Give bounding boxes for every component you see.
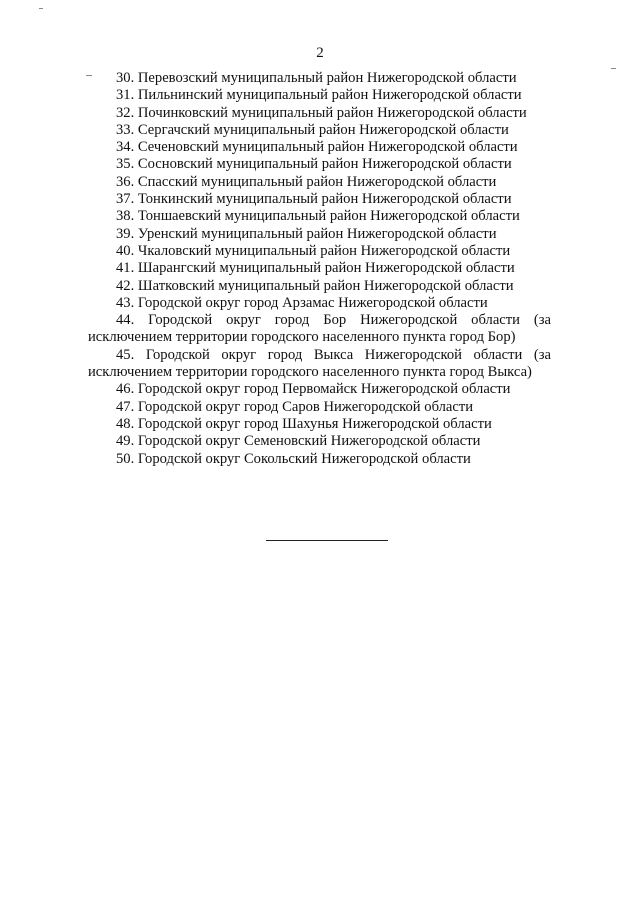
- list-item: 42. Шатковский муниципальный район Нижегородской области: [116, 277, 514, 294]
- list-item: 47. Городской округ город Саров Нижегородской области: [116, 398, 474, 415]
- list-item: 50. Городской округ Сокольский Нижегородской области: [116, 450, 471, 467]
- list-item: 49. Городской округ Семеновский Нижегородской области: [116, 433, 481, 450]
- municipality-list: [88, 70, 551, 468]
- list-item: 35. Сосновский муниципальный район Нижегородской области: [116, 156, 512, 173]
- list-item: 43. Городской округ город Арзамас Нижегородской области: [116, 294, 488, 311]
- list-item: 41. Шарангский муниципальный район Нижегородской области: [116, 260, 515, 277]
- list-item: 39. Уренский муниципальный район Нижегородской области: [116, 225, 497, 242]
- list-item: 38. Тоншаевский муниципальный район Нижегородской области: [116, 208, 520, 225]
- list-item: 30. Перевозский муниципальный район Нижегородской области: [116, 70, 517, 86]
- page-number: 2: [316, 45, 324, 61]
- list-item-line: 44. Городской округ город Бор Нижегородской области (за: [116, 312, 551, 329]
- list-item: 34. Сеченовский муниципальный район Нижегородской области: [116, 139, 518, 156]
- list-item-line: исключением территории городского населенного пункта город Выкса): [88, 364, 532, 381]
- list-item: 36. Спасский муниципальный район Нижегородской области: [116, 173, 497, 190]
- list-item: 31. Пильнинский муниципальный район Нижегородской области: [116, 87, 522, 104]
- list-item-line: 45. Городской округ город Выкса Нижегородской области (за: [116, 346, 551, 363]
- list-item: 46. Городской округ город Первомайск Нижегородской области: [116, 381, 511, 398]
- list-item: 32. Починковский муниципальный район Нижегородской области: [116, 104, 527, 121]
- list-item: 40. Чкаловский муниципальный район Нижегородской области: [116, 242, 511, 259]
- closing-rule: [266, 540, 388, 541]
- scan-speck: [611, 68, 616, 69]
- list-item: 37. Тонкинский муниципальный район Нижегородской области: [116, 191, 512, 208]
- list-item-multiline: [88, 312, 551, 347]
- list-item: 48. Городской округ город Шахунья Нижегородской области: [116, 415, 492, 432]
- list-item: 33. Сергачский муниципальный район Нижегородской области: [116, 121, 509, 138]
- scan-speck: [39, 8, 43, 9]
- list-item-line: исключением территории городского населенного пункта город Бор): [88, 329, 516, 346]
- list-item-multiline: [88, 347, 551, 382]
